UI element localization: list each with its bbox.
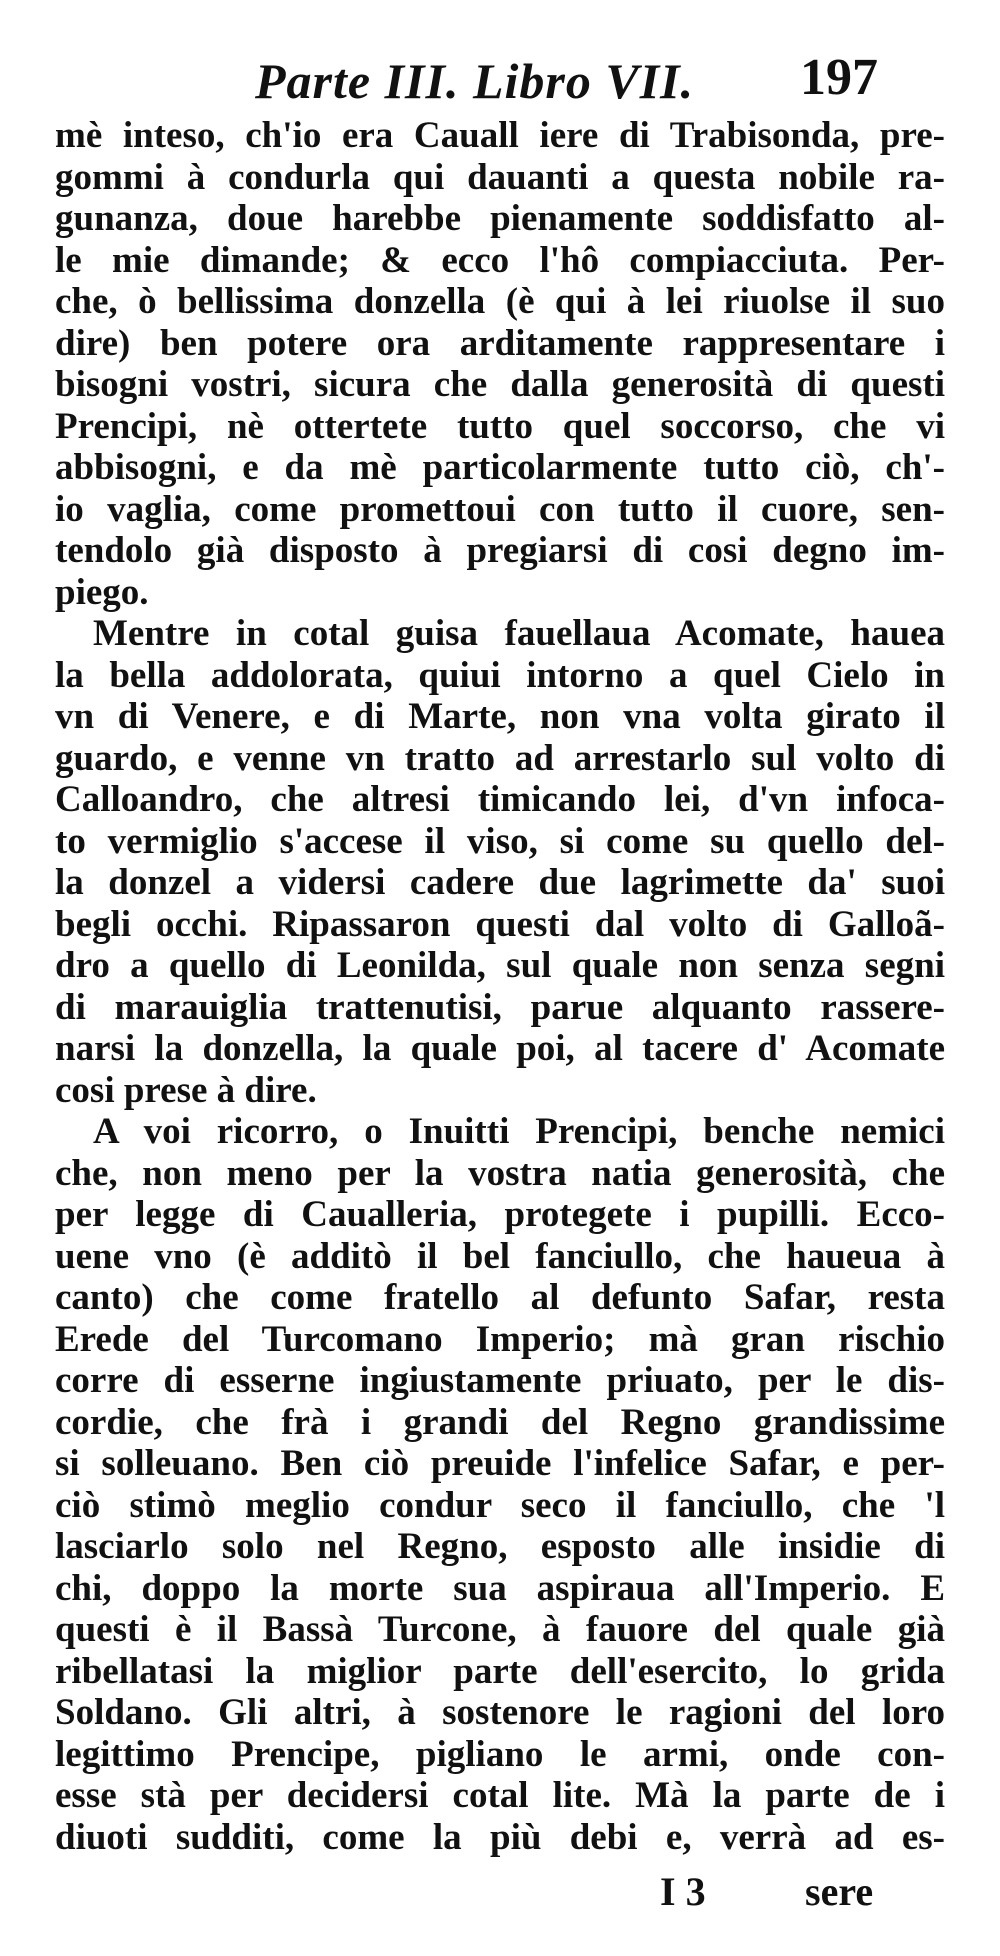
text-line: ciò stimò meglio condur seco il fanciullo, che 'l (55, 1484, 945, 1526)
text-line: Calloandro, che altresi timicando lei, d'vn infoca- (55, 779, 945, 820)
text-line: esse stà per decidersi cotal lite. Mà la parte de i (55, 1775, 945, 1816)
text-line: cordie, che frà i grandi del Regno grandissime (55, 1401, 945, 1443)
text-line: gommi à condurla qui dauanti a questa nobile ra- (55, 156, 945, 198)
text-line: mè inteso, ch'io era Cauall iere di Trabisonda, pre- (55, 115, 945, 156)
text-line: piego. (55, 571, 149, 613)
text-line: dire) ben potere ora arditamente rappresentare i (55, 322, 945, 364)
text-line: dro a quello di Leonilda, sul quale non senza segni (55, 945, 945, 986)
text-line: ribellatasi la miglior parte dell'esercito, lo grida (55, 1650, 945, 1692)
text-line: lasciarlo solo nel Regno, esposto alle insidie di (55, 1526, 945, 1567)
running-title: Parte III. Libro VII. (255, 53, 695, 109)
text-line: corre di esserne ingiustamente priuato, per le dis- (55, 1360, 945, 1401)
text-line: A voi ricorro, o Inuitti Prencipi, benche nemici (93, 1111, 945, 1152)
text-line: tendolo già disposto à pregiarsi di cosi degno im- (55, 530, 945, 571)
text-line: chi, doppo la morte sua aspiraua all'Imperio. E (55, 1567, 945, 1609)
text-line: Prencipi, nè ottertete tutto quel soccorso, che vi (55, 405, 945, 447)
text-line: la donzel a vidersi cadere due lagrimette da' suoi (55, 862, 945, 903)
text-line: guardo, e venne vn tratto ad arrestarlo sul volto di (55, 737, 945, 779)
text-line: narsi la donzella, la quale poi, al tacere d' Acomate (55, 1028, 945, 1069)
page-footer (0, 1868, 1000, 1928)
text-line: begli occhi. Ripassaron questi dal volto di Galloã- (55, 903, 945, 945)
text-line: abbisogni, e da mè particolarmente tutto ciò, ch'- (55, 447, 945, 488)
text-line: la bella addolorata, quiui intorno a quel Cielo in (55, 654, 945, 696)
text-line: si solleuano. Ben ciò preuide l'infelice Safar, e per- (55, 1443, 945, 1484)
catchword: sere (805, 1869, 874, 1914)
text-line: legittimo Prencipe, pigliano le armi, onde con- (55, 1733, 945, 1775)
text-line: che, ò bellissima donzella (è qui à lei riuolse il suo (55, 281, 945, 322)
text-line: diuoti sudditi, come la più debi e, verrà ad es- (55, 1816, 945, 1858)
text-line: Mentre in cotal guisa fauellaua Acomate, haueа (93, 613, 945, 654)
text-line: questi è il Bassà Turcone, à fauore del quale già (55, 1609, 945, 1650)
text-line: le mie dimande; & ecco l'hô compiacciuta. Per- (55, 239, 945, 281)
text-line: canto) che come fratello al defunto Safar, resta (55, 1277, 945, 1318)
text-line: bisogni vostri, sicura che dalla generosità di questi (55, 364, 945, 405)
text-line: che, non meno per la vostra natia generosità, che (55, 1152, 945, 1194)
text-line: gunanza, doue harebbe pienamente soddisfatto al- (55, 198, 945, 239)
text-line: Erede del Turcomano Imperio; mà gran rischio (55, 1318, 945, 1360)
text-line: to vermiglio s'accese il viso, si come su quello del- (55, 820, 945, 862)
text-line: uene vno (è additò il bel fanciullo, che haueua à (55, 1235, 945, 1277)
text-line: di marauiglia trattenutisi, parue alquanto rassere- (55, 986, 945, 1028)
page-number: 197 (800, 49, 878, 106)
body-text (55, 115, 945, 1858)
text-line: per legge di Caualleria, protegete i pupilli. Ecco- (55, 1194, 945, 1235)
text-line: vn di Venere, e di Marte, non vna volta girato il (55, 696, 945, 737)
text-line: Soldano. Gli altri, à sostenore le ragioni del loro (55, 1692, 945, 1733)
text-line: cosi prese à dire. (55, 1069, 317, 1111)
signature-mark: I 3 (660, 1869, 706, 1914)
text-line: io vaglia, come promettoui con tutto il cuore, sen- (55, 488, 945, 530)
